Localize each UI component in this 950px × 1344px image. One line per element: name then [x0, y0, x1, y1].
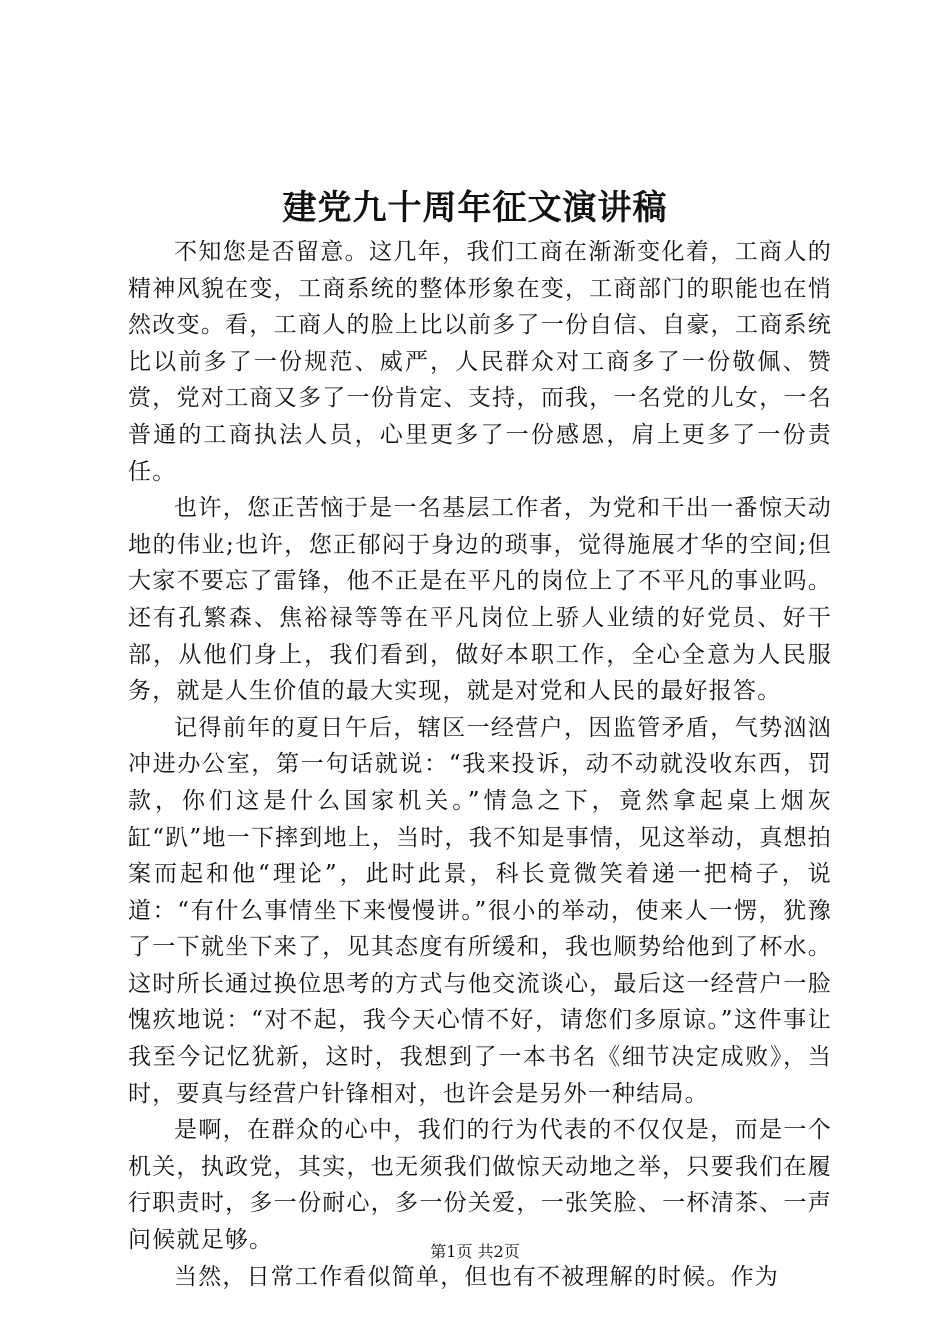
paragraph-4: 是啊，在群众的心中，我们的行为代表的不仅仅是，而是一个机关，执政党，其实，也无须我们做惊天动地之举，只要我们在履行职责时，多一份耐心，多一份关爱，一张笑脸、一杯清茶、一声问候就足够。: [128, 1117, 832, 1254]
paragraph-3: 记得前年的夏日午后，辖区一经营户，因监管矛盾，气势汹汹冲进办公室，第一句话就说：“我来投诉，动不动就没收东西，罚款，你们这是什么国家机关。”情急之下，竟然拿起桌上烟灰缸“趴”地一下摔到地上，当时，我不知是事情，见这举动，真想拍案而起和他“理论”，此时此景，科长竟微笑着递一把椅子，说道：“有什么事情坐下来慢慢讲。”很小的举动，使来人一愣，犹豫了一下就坐下来了，见其态度有所缓和，我也顺势给他到了杯水。这时所长通过换位思考的方式与他交流谈心，最后这一经营户一脸愧疚地说：“对不起，我今天心情不好，请您们多原谅。”这件事让我至今记忆犹新，这时，我想到了一本书名《细节决定成败》，当时，要真与经营户针锋相对，也许会是另外一种结局。: [128, 714, 832, 1107]
document-title: 建党九十周年征文演讲稿: [282, 188, 668, 228]
paragraph-5: 当然，日常工作看似简单，但也有不被理解的时候。作为: [174, 1263, 779, 1290]
paragraph-1: 不知您是否留意。这几年，我们工商在渐渐变化着，工商人的精神风貌在变，工商系统的整体形象在变，工商部门的职能也在悄然改变。看，工商人的脸上比以前多了一份自信、自豪，工商系统比以前多了一份规范、威严，人民群众对工商多了一份敬佩、赞赏，党对工商又多了一份肯定、支持，而我，一名党的儿女，一名普通的工商执法人员，心里更多了一份感恩，肩上更多了一份责任。: [128, 239, 832, 485]
document-body: [128, 234, 832, 1295]
page-footer: 第1页 共2页: [430, 1242, 520, 1261]
paragraph-2: 也许，您正苦恼于是一名基层工作者，为党和干出一番惊天动地的伟业;也许，您正郁闷于身边的琐事，觉得施展才华的空间;但大家不要忘了雷锋，他不正是在平凡的岗位上了不平凡的事业吗。还有孔繁森、焦裕禄等等在平凡岗位上骄人业绩的好党员、好干部，从他们身上，我们看到，做好本职工作，全心全意为人民服务，就是人生价值的最大实现，就是对党和人民的最好报答。: [128, 495, 832, 705]
